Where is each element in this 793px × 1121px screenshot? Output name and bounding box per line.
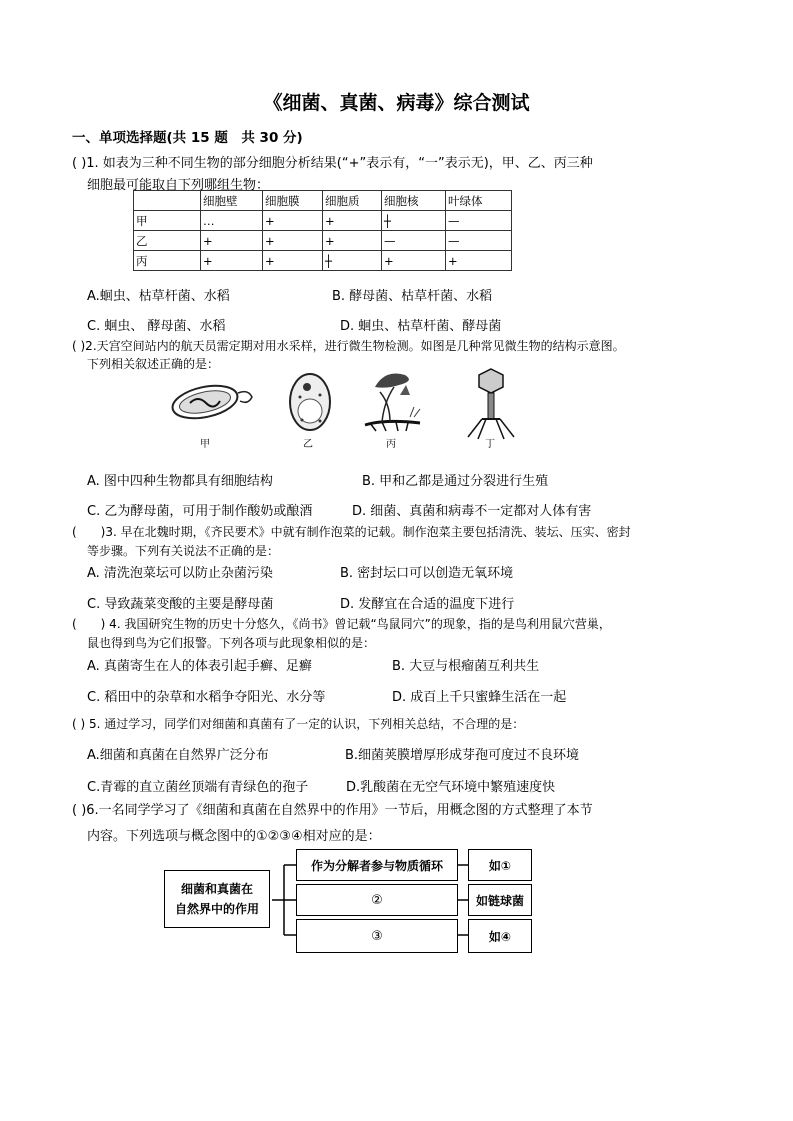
table-cell: 丙 [134, 251, 201, 271]
table-cell: + [263, 251, 323, 271]
q2-option-b: B. 甲和乙都是通过分裂进行生殖 [362, 474, 549, 489]
yeast-illustration [290, 374, 330, 430]
table-row [134, 231, 512, 251]
q5-option-c: C.青霉的直立菌丝顶端有青绿色的孢子 [87, 780, 309, 795]
concept-leaf-3: 如④ [468, 919, 532, 953]
table-header-cell [134, 191, 201, 211]
section-heading: 一、单项选择题(共 15 题 共 30 分) [72, 130, 303, 146]
q5-stem: ( ) 5. 通过学习，同学们对细菌和真菌有了一定的认识，下列相关总结，不合理的是： [72, 717, 525, 731]
table-header-cell: 细胞核 [382, 191, 446, 211]
microbe-figure [160, 365, 540, 450]
q4-option-b: B. 大豆与根瘤菌互利共生 [392, 659, 540, 674]
table-cell: + [201, 231, 263, 251]
concept-leaf-2: 如链球菌 [468, 884, 532, 916]
table-header-cell: 细胞壁 [201, 191, 263, 211]
table-cell: + [201, 251, 263, 271]
table-row [134, 211, 512, 231]
table-cell: + [263, 211, 323, 231]
concept-branch-3: ③ [296, 919, 458, 953]
virus-illustration [468, 369, 514, 439]
q4-stem-line1: ( ) 4. 我国研究生物的历史十分悠久，《尚书》曾记载“鸟鼠同穴”的现象，指的是鸟利用鼠穴营巢， [72, 617, 611, 631]
q3-option-c: C. 导致蔬菜变酸的主要是酵母菌 [87, 597, 274, 612]
q1-stem-line1: ( )1. 如表为三种不同生物的部分细胞分析结果(“+”表示有，“一”表示无)，甲、乙、丙三种 [72, 156, 593, 171]
figure-label: 丙 [386, 439, 396, 450]
mold-illustration [365, 374, 420, 432]
table-cell: + [382, 251, 446, 271]
q1-option-c: C. 蛔虫、 酵母菌、水稻 [87, 319, 226, 334]
figure-label: 甲 [200, 439, 210, 450]
table-header-row [134, 191, 512, 211]
table-cell: — [446, 231, 512, 251]
q1-option-b: B. 酵母菌、枯草杆菌、水稻 [332, 289, 493, 304]
q3-option-b: B. 密封坛口可以创造无氧环境 [340, 566, 514, 581]
q6-stem-line2: 内容。下列选项与概念图中的①②③④相对应的是： [87, 829, 381, 844]
q3-option-d: D. 发酵宜在合适的温度下进行 [340, 597, 515, 612]
figure-label: 乙 [303, 439, 313, 450]
concept-root: 细菌和真菌在 自然界中的作用 [164, 870, 270, 928]
q1-option-a: A.蛔虫、枯草杆菌、水稻 [87, 289, 230, 304]
table-cell: — [446, 211, 512, 231]
table-cell: + [446, 251, 512, 271]
q5-option-a: A.细菌和真菌在自然界广泛分布 [87, 748, 269, 763]
q6-stem-line1: ( )6.一名同学学习了《细菌和真菌在自然界中的作用》一节后，用概念图的方式整理了本节 [72, 803, 593, 818]
table-cell: + [263, 231, 323, 251]
q1-cell-table [133, 190, 512, 271]
q3-stem-line1: ( )3. 早在北魏时期，《齐民要术》中就有制作泡菜的记载。制作泡菜主要包括清洗、装坛、压实、密封 [72, 525, 631, 539]
concept-branch-2: ② [296, 884, 458, 916]
q2-option-c: C. 乙为酵母菌，可用于制作酸奶或酿酒 [87, 504, 313, 519]
concept-branch-1: 作为分解者参与物质循环 [296, 849, 458, 881]
q2-stem-line1: ( )2.天宫空间站内的航天员需定期对用水采样，进行微生物检测。如图是几种常见微生物的结构示意图。 [72, 339, 625, 353]
table-cell: 乙 [134, 231, 201, 251]
figure-label: 丁 [485, 439, 495, 450]
q1-option-d: D. 蛔虫、枯草杆菌、酵母菌 [340, 319, 502, 334]
table-cell: + [323, 231, 382, 251]
q5-option-d: D.乳酸菌在无空气环境中繁殖速度快 [346, 780, 556, 795]
table-cell: ┼ [323, 251, 382, 271]
q3-stem-line2: 等步骤。下列有关说法不正确的是： [87, 544, 280, 558]
concept-leaf-1: 如① [468, 849, 532, 881]
q5-option-b: B.细菌荚膜增厚形成芽孢可度过不良环境 [345, 748, 580, 763]
table-cell: … [201, 211, 263, 231]
q4-option-a: A. 真菌寄生在人的体表引起手癣、足癣 [87, 659, 312, 674]
q2-option-d: D. 细菌、真菌和病毒不一定都对人体有害 [352, 504, 592, 519]
table-row [134, 251, 512, 271]
table-cell: 甲 [134, 211, 201, 231]
q3-option-a: A. 清洗泡菜坛可以防止杂菌污染 [87, 566, 273, 581]
q2-stem-line2: 下列相关叙述正确的是： [87, 357, 220, 371]
q2-option-a: A. 图中四种生物都具有细胞结构 [87, 474, 273, 489]
page-title: 《细菌、真菌、病毒》综合测试 [263, 92, 530, 114]
table-header-cell: 细胞质 [323, 191, 382, 211]
table-header-cell: 叶绿体 [446, 191, 512, 211]
q1-stem-line2: 细胞最可能取自下列哪组生物： [87, 178, 270, 193]
q4-option-d: D. 成百上千只蜜蜂生活在一起 [392, 690, 567, 705]
table-cell: + [323, 211, 382, 231]
table-header-cell: 细胞膜 [263, 191, 323, 211]
bacterium-illustration [170, 380, 252, 423]
q4-option-c: C. 稻田中的杂草和水稻争夺阳光、水分等 [87, 690, 326, 705]
table-cell: — [382, 231, 446, 251]
table-cell: ┼ [382, 211, 446, 231]
q4-stem-line2: 鼠也得到鸟为它们报警。下列各项与此现象相似的是： [87, 636, 376, 650]
